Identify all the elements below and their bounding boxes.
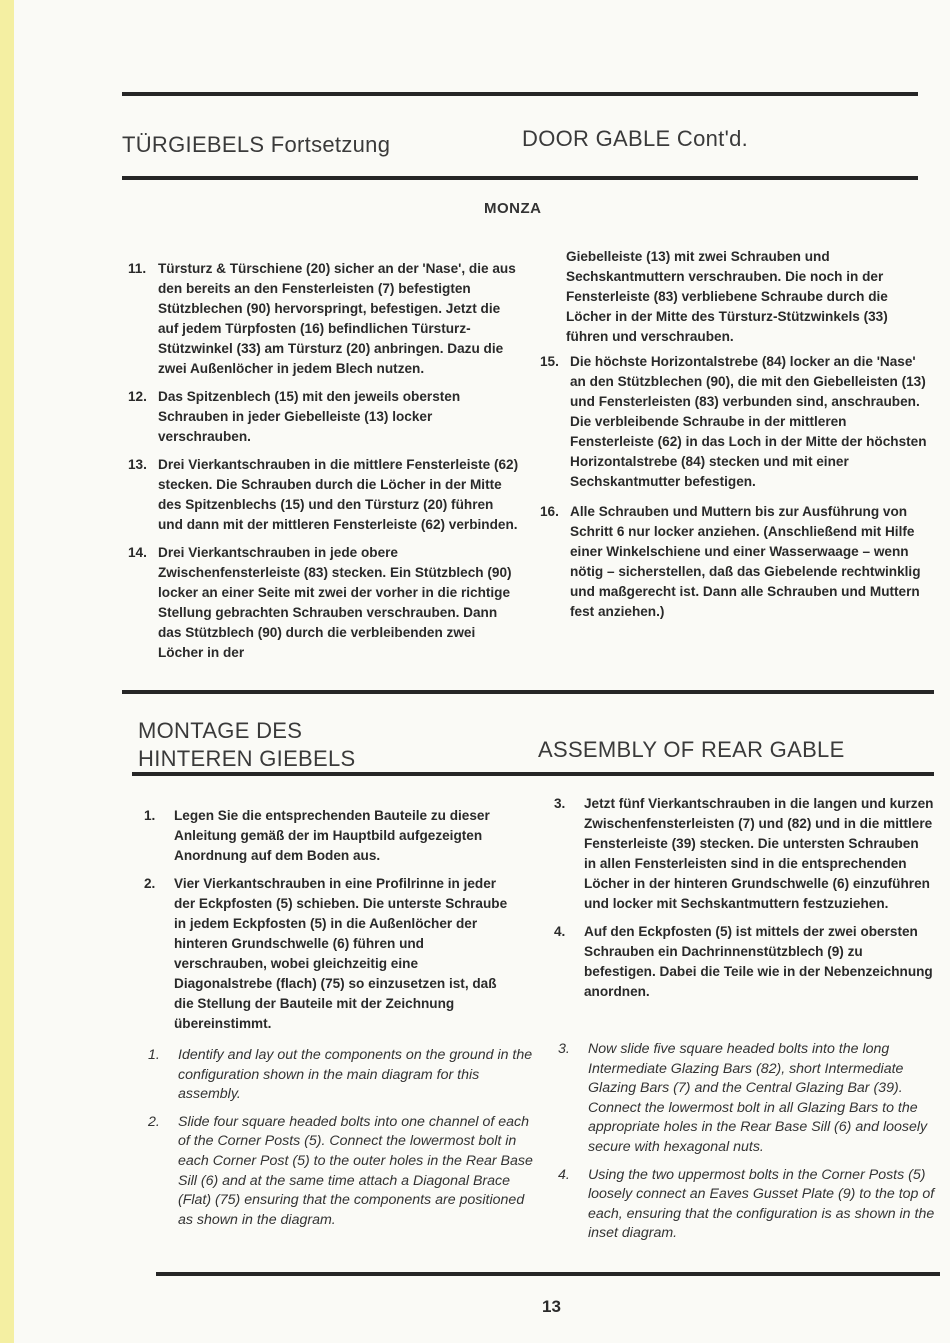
heading-rear-gable-de-line2: HINTEREN GIEBELS xyxy=(138,746,356,771)
rear-step-1-de xyxy=(144,806,514,866)
step-11 xyxy=(128,259,520,379)
step-number: 3. xyxy=(558,1041,570,1057)
model-name: MONZA xyxy=(484,200,542,217)
rear-gable-steps-en-left xyxy=(148,1046,536,1238)
door-gable-steps-left xyxy=(128,259,520,671)
bottom-rule xyxy=(156,1272,940,1276)
rear-step-3-de xyxy=(554,794,934,914)
step-14 xyxy=(128,543,520,663)
step-text: Die höchste Horizontalstrebe (84) locker an die 'Nase' an den Stützblechen (90), die mit den Giebelleisten (13) und Fensterleisten (83) verbunden sind, anschrauben. Die verbleibende Schraube in der mittleren Fensterleiste (62) in das Loch in der Mitte der höchsten Horizontalstrebe (84) stecken und mit einer Sechskantmutter befestigen. xyxy=(570,354,927,489)
step-15 xyxy=(540,352,930,492)
rear-step-4-en xyxy=(558,1166,938,1244)
rear-step-3-en xyxy=(558,1040,938,1158)
step-text: Now slide five square headed bolts into the long Intermediate Glazing Bars (82), short Intermediate Glazing Bars (7) and the Central Glazing Bar (39). Connect the lowermost bolt in all Glazing Bars to the appropriate holes in the Rear Base Sill (6) and loosely secure with hexagonal nuts. xyxy=(588,1041,928,1155)
step-text: Jetzt fünf Vierkantschrauben in die langen und kurzen Zwischenfensterleisten (7) und (82) und in die mittlere Fensterleiste (39) stecken. Die untersten Schrauben in allen Fensterleisten sind in die entsprechenden Löcher in der hinteren Grundschwelle (6) einzuführen und locker mit Sechskantmuttern festzuziehen. xyxy=(584,796,934,911)
step-14-continuation: Giebelleiste (13) mit zwei Schrauben und Sechskantmuttern verschrauben. Die noch in der Fensterleiste (83) verbliebene Schraube durch die Löcher in der Mitte des Türsturz-Stützwinkels (33) führen und verschrauben. xyxy=(566,249,888,344)
step-number: 11. xyxy=(128,261,147,276)
step-number: 1. xyxy=(148,1047,160,1063)
heading-door-gable-en: DOOR GABLE Cont'd. xyxy=(522,126,749,151)
rear-step-2-de xyxy=(144,874,514,1034)
heading-rear-gable-en: ASSEMBLY OF REAR GABLE xyxy=(538,737,845,762)
step-number: 16. xyxy=(540,504,559,519)
step-text: Legen Sie die entsprechenden Bauteile zu dieser Anleitung gemäß der im Hauptbild aufgezeigten Anordnung auf dem Boden aus. xyxy=(174,808,490,863)
rear-gable-steps-de-left xyxy=(144,806,514,1042)
step-text: Drei Vierkantschrauben in jede obere Zwischenfensterleiste (83) stecken. Ein Stützblech (90) locker an einer Seite mit zwei der vorher in die richtige Stellung gebrachten Schrauben verschrauben. Dann das Stützblech (90) durch die verbleibenden zwei Löcher in der xyxy=(158,545,512,660)
step-number: 1. xyxy=(144,808,156,823)
step-text: Identify and lay out the components on the ground in the configuration shown in the main diagram for this assembly. xyxy=(178,1047,533,1103)
step-number: 14. xyxy=(128,545,147,560)
step-number: 15. xyxy=(540,354,559,369)
rear-step-1-en xyxy=(148,1046,536,1105)
step-text: Drei Vierkantschrauben in die mittlere Fensterleiste (62) stecken. Die Schrauben durch die Löcher in der Mitte des Spitzenblechs (15) und den Türsturz (20) führen und dann mit der mittleren Fensterleiste (62) verbinden. xyxy=(158,457,519,532)
step-number: 12. xyxy=(128,389,147,404)
page-number: 13 xyxy=(542,1297,561,1316)
heading-door-gable-de: TÜRGIEBELS Fortsetzung xyxy=(122,132,391,157)
rear-step-4-de xyxy=(554,922,934,1002)
step-number: 3. xyxy=(554,796,566,811)
step-text: Vier Vierkantschrauben in eine Profilrinne in jeder der Eckpfosten (5) schieben. Die unterste Schraube in jedem Eckpfosten (5) in die Außenlöcher der hinteren Grundschwelle (6) führen und verschrauben, wobei gleichzeitig eine Diagonalstrebe (flach) (75) so einzusetzen ist, daß die Stellung der Bauteile mit der Zeichnung übereinstimmt. xyxy=(174,876,508,1031)
heading-rear-gable-de-line1: MONTAGE DES xyxy=(138,718,303,743)
header-bottom-rule xyxy=(122,176,918,180)
section-rule xyxy=(122,690,934,694)
step-number: 4. xyxy=(558,1166,570,1183)
rear-gable-steps-de-right xyxy=(554,794,934,1010)
rear-step-2-en xyxy=(148,1113,536,1231)
step-number: 13. xyxy=(128,457,147,472)
yellow-margin-strip xyxy=(0,0,14,1343)
step-12 xyxy=(128,387,520,447)
step-text: Using the two uppermost bolts in the Corner Posts (5) loosely connect an Eaves Gusset Plate (9) to the top of each, ensuring that the configuration is as shown in the inset diagram. xyxy=(588,1166,935,1242)
top-rule xyxy=(122,92,918,96)
step-13 xyxy=(128,455,520,535)
step-text: Alle Schrauben und Muttern bis zur Ausführung von Schritt 6 nur locker anziehen. (Anschließend mit Hilfe einer Winkelschiene und einer Wasserwaage – wenn nötig – sicherstellen, daß das Giebelende rechtwinklig und maßgerecht ist. Dann alle Schrauben und Muttern fest anziehen.) xyxy=(570,504,921,619)
rear-gable-steps-en-right xyxy=(558,1040,938,1252)
step-text: Auf den Eckpfosten (5) ist mittels der zwei obersten Schrauben ein Dachrinnenstützblech (9) zu befestigen. Dabei die Teile wie in der Nebenzeichnung anordnen. xyxy=(584,924,933,999)
step-number: 4. xyxy=(554,924,566,939)
step-text: Slide four square headed bolts into one channel of each of the Corner Posts (5). Connect the lowermost bolt in each Corner Post (5) to the outer holes in the Rear Base Sill (6) and at the same time attach a Diagonal Brace (Flat) (75) ensuring that the components are positioned as shown in the diagram. xyxy=(178,1113,533,1228)
door-gable-steps-right xyxy=(540,352,930,630)
rear-gable-header-rule xyxy=(132,772,934,776)
step-number: 2. xyxy=(144,876,156,891)
step-text: Das Spitzenblech (15) mit den jeweils obersten Schrauben in jeder Giebelleiste (13) locker verschrauben. xyxy=(158,389,461,444)
step-number: 2. xyxy=(148,1113,160,1130)
step-16 xyxy=(540,502,930,622)
step-text: Türsturz & Türschiene (20) sicher an der 'Nase', die aus den bereits an den Fensterleisten (7) befestigten Stützblechen (90) hervorspringt, befestigen. Jetzt die auf jedem Türpfosten (16) befindlichen Türsturz-Stützwinkel (33) am Türsturz (20) anbringen. Dazu die zwei Außenlöcher in jedem Blech nutzen. xyxy=(158,261,516,376)
